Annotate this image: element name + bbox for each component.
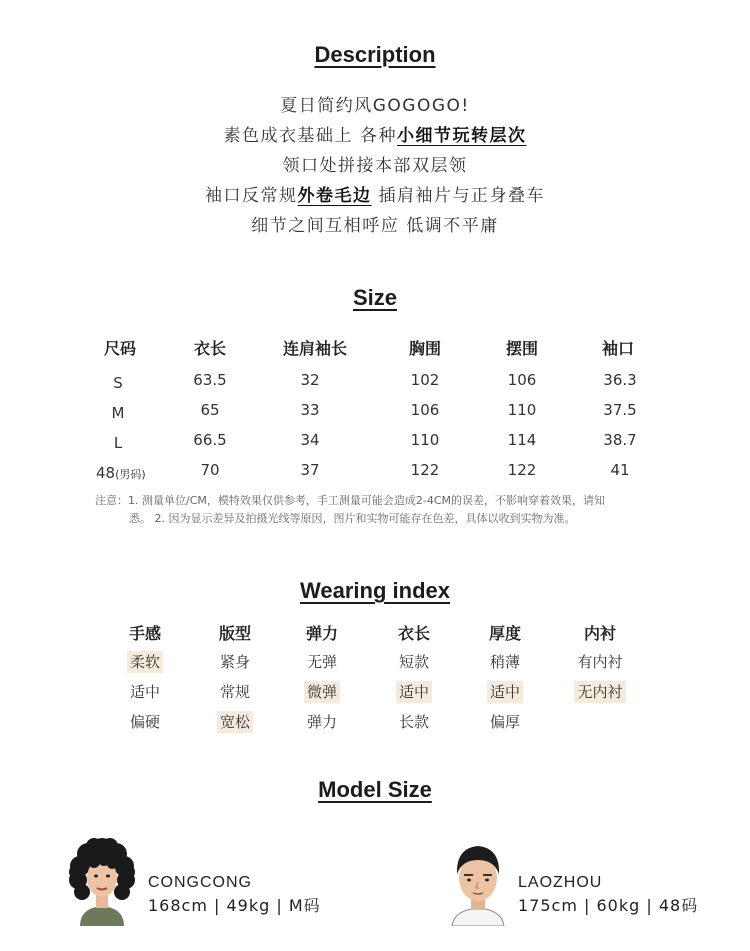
size-cell: 66.5 (193, 431, 227, 449)
size-header-size: 尺码 (103, 339, 136, 358)
wearing-option: 长款 (398, 713, 429, 731)
size-header-length: 衣长 (193, 339, 226, 358)
size-cell: 33 (300, 401, 320, 419)
wearing-option-cell (475, 654, 535, 670)
wearing-option-selected: 适中 (487, 681, 523, 703)
wearing-header-elasticity: 弹力 (305, 624, 338, 643)
size-header-cuff: 袖口 (601, 339, 634, 358)
wearing-option: 稍薄 (489, 653, 520, 671)
wearing-option-selected: 柔软 (127, 651, 163, 673)
wearing-option-cell (565, 684, 635, 700)
size-cell: 63.5 (193, 371, 227, 389)
wearing-option-cell (475, 684, 535, 700)
wearing-option-cell (205, 714, 265, 730)
size-cell: 41 (610, 461, 630, 479)
wearing-option: 偏厚 (489, 713, 520, 731)
size-note-line-2: 悉。 2. 因为显示差异及拍摄光线等原因，图片和实物可能存在色差，具体以收到实物为准。 (129, 512, 576, 525)
size-header-chest: 胸围 (408, 339, 441, 358)
wearing-option-selected: 宽松 (217, 711, 253, 733)
wearing-option-cell (115, 684, 175, 700)
wearing-option-cell (115, 654, 175, 670)
wearing-option-selected: 无内衬 (574, 681, 625, 703)
model-name-congcong: CONGCONG (148, 874, 252, 891)
size-cell: 37 (300, 461, 320, 479)
wearing-option: 有内衬 (577, 653, 623, 671)
wearing-option-selected: 微弹 (304, 681, 340, 703)
wearing-option-cell (384, 654, 444, 670)
size-note-line-1: 注意：1. 测量单位/CM，模特效果仅供参考，手工测量可能会造成2-4CM的误差，不影响穿着效果，请知 (95, 494, 606, 507)
size-cell: 70 (200, 461, 220, 479)
wearing-option-cell (384, 714, 444, 730)
size-cell: 110 (507, 401, 537, 419)
wearing-option: 弹力 (306, 713, 337, 731)
wearing-option-cell (292, 654, 352, 670)
model-spec-congcong: 168cm | 49kg | M码 (148, 896, 321, 915)
wearing-header-length: 衣长 (397, 624, 430, 643)
wearing-option: 紧身 (219, 653, 250, 671)
wearing-index-heading: Wearing index (300, 578, 450, 603)
wearing-header-hand-feel: 手感 (128, 624, 161, 643)
size-cell: 36.3 (603, 371, 637, 389)
size-cell: 106 (410, 401, 440, 419)
size-label-m: M (111, 404, 125, 422)
description-line-3: 领口处拼接本部双层领 (282, 156, 468, 176)
size-cell: 106 (507, 371, 537, 389)
model-name-laozhou: LAOZHOU (518, 874, 603, 891)
description-heading: Description (314, 42, 436, 67)
wearing-option-cell (475, 714, 535, 730)
model-size-heading: Model Size (318, 777, 432, 802)
wearing-option-cell (115, 714, 175, 730)
wearing-option-cell (205, 654, 265, 670)
size-header-hem: 摆围 (505, 339, 538, 358)
wearing-option-cell (292, 684, 352, 700)
description-line-5: 细节之间互相呼应 低调不平庸 (251, 216, 499, 236)
wearing-header-lining: 内衬 (583, 624, 616, 643)
size-cell: 37.5 (603, 401, 637, 419)
model-spec-laozhou: 175cm | 60kg | 48码 (518, 896, 699, 915)
wearing-header-thickness: 厚度 (488, 624, 521, 643)
male-short-hair-avatar-icon (444, 840, 512, 926)
size-cell: 122 (507, 461, 537, 479)
size-cell: 110 (410, 431, 440, 449)
size-label-48: 48(男码) (96, 464, 146, 482)
wearing-header-fit: 版型 (218, 624, 251, 643)
size-heading: Size (352, 285, 398, 310)
size-cell: 102 (410, 371, 440, 389)
size-header-sleeve: 连肩袖长 (282, 339, 347, 358)
wearing-option-selected: 适中 (396, 681, 432, 703)
description-line-4: 袖口反常规外卷毛边 插肩袖片与正身叠车 (205, 186, 545, 206)
size-label-s: S (113, 374, 123, 392)
size-cell: 34 (300, 431, 320, 449)
wearing-option-cell (292, 714, 352, 730)
wearing-option: 无弹 (306, 653, 337, 671)
size-cell: 65 (200, 401, 220, 419)
wearing-option-cell (565, 654, 635, 670)
size-cell: 32 (300, 371, 320, 389)
wearing-option-cell (384, 684, 444, 700)
wearing-option: 适中 (129, 683, 160, 701)
wearing-option: 偏硬 (129, 713, 160, 731)
size-cell: 122 (410, 461, 440, 479)
size-cell: 114 (507, 431, 537, 449)
description-line-1: 夏日简约风GOGOGO! (280, 96, 470, 116)
description-line-2: 素色成衣基础上 各种小细节玩转层次 (223, 126, 527, 146)
size-label-l: L (113, 434, 123, 452)
female-curly-hair-avatar-icon (66, 836, 138, 926)
wearing-option: 常规 (219, 683, 250, 701)
size-cell: 38.7 (603, 431, 637, 449)
wearing-option: 短款 (398, 653, 429, 671)
wearing-option-cell (205, 684, 265, 700)
